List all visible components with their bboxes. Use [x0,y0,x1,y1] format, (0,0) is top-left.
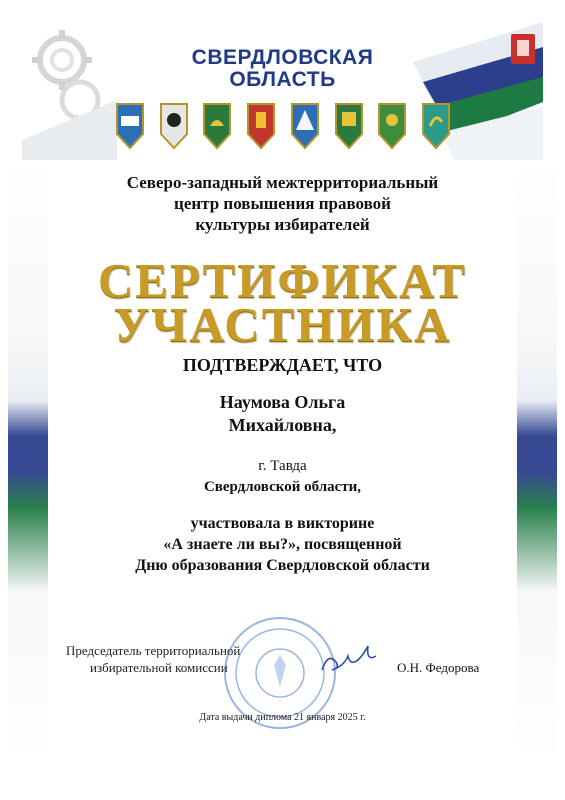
coat-of-arms-icon [288,98,322,158]
organization-line2: центр повышения правовой [174,194,391,213]
organization-line1: Северо-западный межтерриториальный [126,173,439,192]
coat-of-arms-icon [375,98,409,158]
region-title-line2: ОБЛАСТЬ [229,68,336,91]
coats-of-arms-row [113,98,453,158]
recipient-name-line1: Наумова Ольга [219,392,346,412]
handwritten-signature [318,644,382,678]
organization-line3: культуры избирателей [195,215,370,234]
coat-of-arms-icon [419,98,453,158]
recipient-region: Свердловской области, [203,479,362,495]
recipient-city: г. Тавда [258,458,307,474]
issue-date: Дата выдачи диплома 21 января 2025 г. [199,712,366,723]
coat-of-arms-icon [244,98,278,158]
description-line1: участвовала в викторине [190,515,375,532]
certificate-title-line2: УЧАСТНИКА [113,297,452,352]
signatory-name: О.Н. Федорова [397,660,480,675]
region-title-line1: СВЕРДЛОВСКАЯ [191,46,374,69]
description-line3: Дню образования Свердловской области [135,557,430,574]
description-line2: «А знаете ли вы?», посвященной [163,536,402,553]
confirms-heading: ПОДТВЕРЖДАЕТ, ЧТО [182,355,383,375]
coat-of-arms-icon [157,98,191,158]
coat-of-arms-icon [113,98,147,158]
signatory-position-line1: Председатель территориальной [66,643,241,658]
certificate-title-line1: СЕРТИФИКАТ [98,253,467,308]
recipient-name-line2: Михайловна, [228,415,337,435]
coat-of-arms-icon [332,98,366,158]
signatory-position-line2: избирательной комиссии [90,660,228,675]
coat-of-arms-icon [200,98,234,158]
